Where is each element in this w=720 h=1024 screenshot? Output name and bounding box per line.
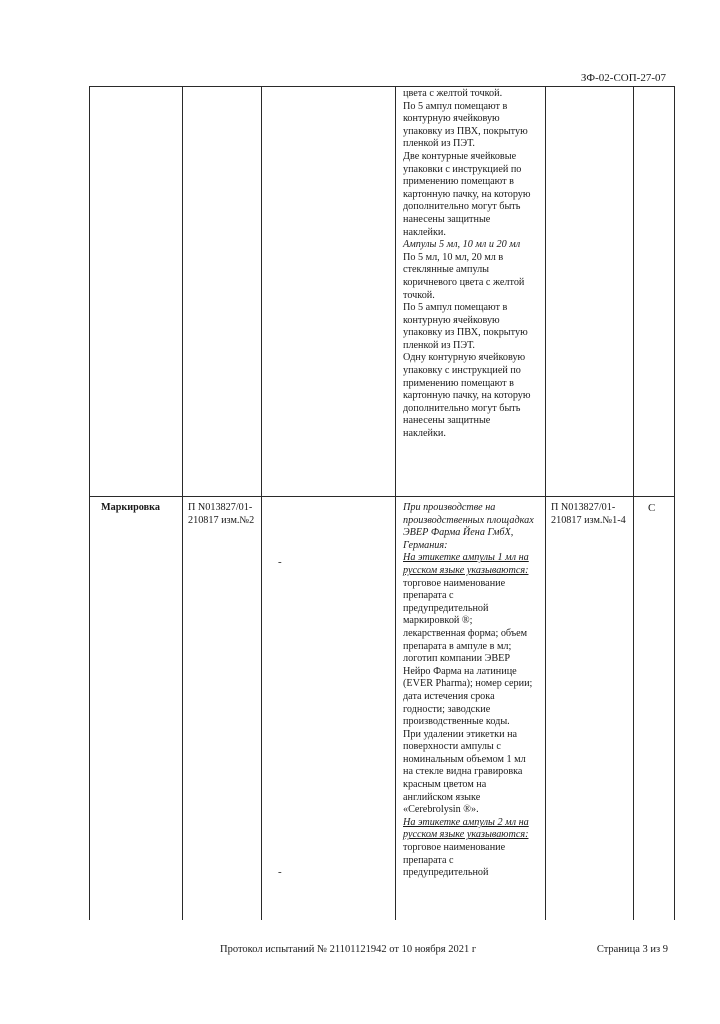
label-1ml-body: торговое наименование препарата с предупредительной маркировкой ®; лекарственная форма; объем препарата в ампуле в мл; логотип компании ЭВЕР Нейро Фарма на латинице (EVER Pharma); номер серии; дата истечения срока годности; заводские производственные коды. xyxy=(403,577,533,728)
packaging-description xyxy=(403,88,531,441)
compliance-mark: С xyxy=(648,502,656,514)
engraving-note: При удалении этикетки на поверхности ампулы с номинальным объемом 1 мл на стекле видна гравировка красным цветом на английском языке «Cerebrolysin ®». xyxy=(403,728,526,816)
document-table xyxy=(89,86,675,920)
label-1ml-heading: На этикетке ампулы 1 мл на русском языке указываются: xyxy=(403,552,529,576)
protocol-footer: Протокол испытаний № 21101121942 от 10 ноября 2021 г xyxy=(220,944,477,955)
production-site-note: При производстве на производственных площадках ЭВЕР Фарма Йена ГмбХ, Германия: xyxy=(403,502,534,551)
label-2ml-body: торговое наименование препарата с предупредительной xyxy=(403,842,506,879)
packaging-paragraph: По 5 ампул помещают в контурную ячейковую упаковку из ПВХ, покрытую пленкой из ПЭТ. xyxy=(403,302,528,351)
empty-value-dash: - xyxy=(278,866,282,878)
packaging-paragraph: По 5 мл, 10 мл, 20 мл в стеклянные ампулы коричневого цвета с желтой точкой. xyxy=(403,251,525,301)
packaging-paragraph: цвета с желтой точкой. xyxy=(403,88,503,99)
document-code: ЗФ-02-СОП-27-07 xyxy=(580,72,666,84)
labeling-description xyxy=(403,502,537,880)
packaging-paragraph: Ампулы 5 мл, 10 мл и 20 мл xyxy=(403,239,521,251)
empty-value-dash: - xyxy=(278,556,282,568)
packaging-paragraph: По 5 ампул помещают в контурную ячейковую упаковку из ПВХ, покрытую пленкой из ПЭТ. xyxy=(403,100,528,150)
page-number: Страница 3 из 9 xyxy=(596,944,668,955)
label-2ml-heading: На этикетке ампулы 2 мл на русском языке указываются: xyxy=(403,816,529,841)
registration-ref-right: П N013827/01-210817 изм.№1-4 xyxy=(551,502,626,526)
packaging-paragraph: Две контурные ячейковые упаковки с инструкцией по применению помещают в картонную пачку, на которую дополнительно могут быть нанесены защитные наклейки. xyxy=(403,150,531,238)
section-label: Маркировка xyxy=(101,502,160,513)
registration-ref-left: П N013827/01-210817 изм.№2 xyxy=(188,502,255,526)
packaging-paragraph: Одну контурную ячейковую упаковку с инструкцией по применению помещают в картонную пачку, на которую дополнительно могут быть нанесены защитные наклейки. xyxy=(403,352,531,440)
